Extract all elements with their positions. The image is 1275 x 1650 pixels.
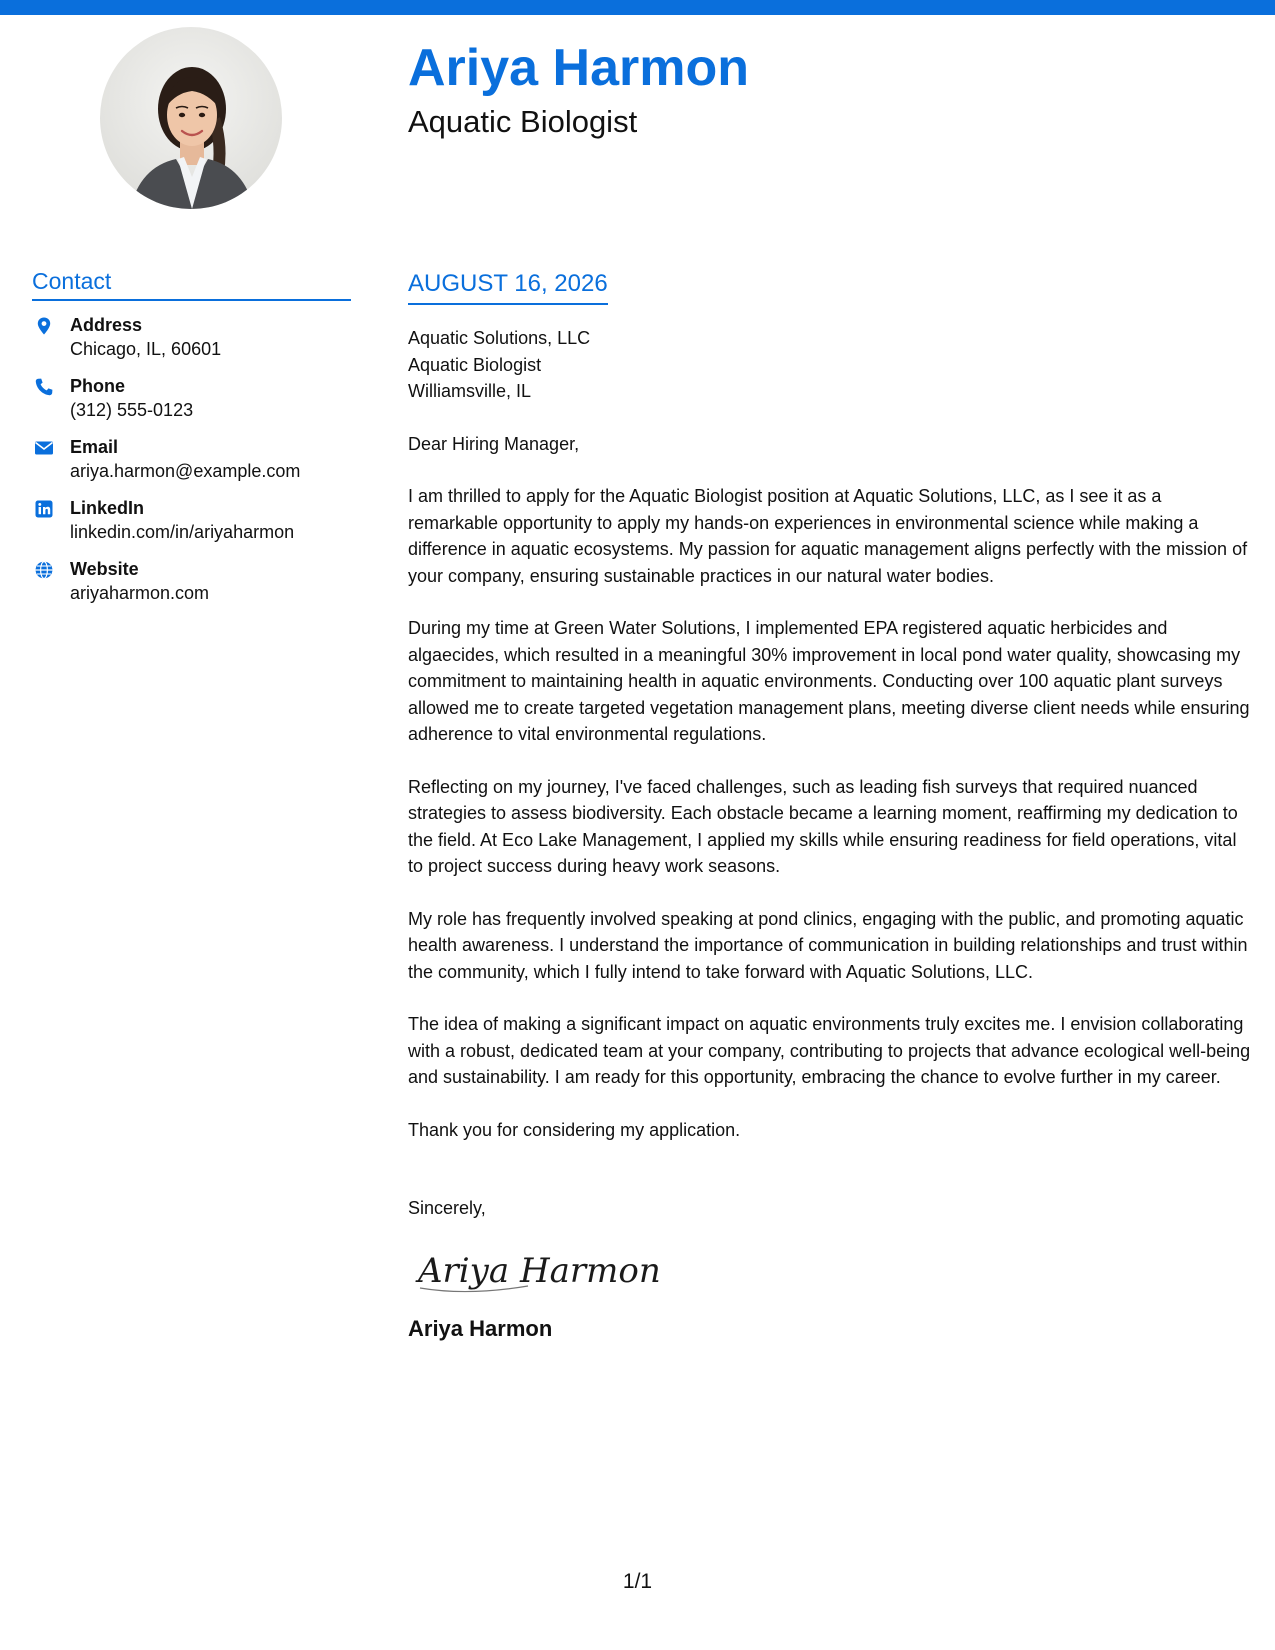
globe-icon: [34, 560, 54, 580]
email-icon: [34, 438, 54, 458]
map-pin-icon: [34, 316, 54, 336]
salutation: Dear Hiring Manager,: [408, 433, 580, 454]
profile-photo-illustration: [100, 27, 282, 209]
contact-item-address: [32, 313, 351, 361]
signer-name: Ariya Harmon: [408, 1315, 553, 1341]
letter-paragraph-4: My role has frequently involved speaking at pond clinics, engaging with the public, and promoting aquatic health awareness. I understand the importance of communication in building relationships and trust within the community, which I fully intend to take forward with Aquatic Solutions, LLC.: [408, 908, 1248, 982]
contact-heading: Contact: [32, 268, 351, 301]
top-accent-bar: [0, 0, 1275, 15]
contact-label-website: Website: [70, 559, 139, 579]
contact-label-linkedin: LinkedIn: [70, 498, 145, 518]
page-number: 1/1: [622, 1570, 653, 1593]
contact-item-website: [32, 557, 351, 605]
recipient-block: [408, 325, 1253, 405]
linkedin-icon: [34, 499, 54, 519]
recipient-company: Aquatic Solutions, LLC: [408, 328, 591, 348]
profile-photo: [100, 27, 282, 209]
signature-script-text: Ariya Harmon: [418, 1250, 661, 1291]
closing: Sincerely,: [408, 1198, 486, 1218]
contact-value-linkedin[interactable]: linkedin.com/in/ariyaharmon: [70, 522, 295, 542]
contact-label-phone: Phone: [70, 376, 126, 396]
contact-value-website[interactable]: ariyaharmon.com: [70, 583, 210, 603]
letter-paragraph-1: I am thrilled to apply for the Aquatic Biologist position at Aquatic Solutions, LLC, as I see it as a remarkable opportunity to apply my hands-on experiences in environmental science while making a difference in aquatic ecosystems. My passion for aquatic management aligns perfectly with the mission of your company, ensuring sustainable practices in our natural water bodies.: [408, 486, 1248, 586]
contact-value-email[interactable]: ariya.harmon@example.com: [70, 461, 301, 481]
contact-label-email: Email: [70, 437, 119, 457]
letter-date: AUGUST 16, 2026: [408, 270, 608, 305]
handwritten-signature: [408, 1234, 1253, 1306]
contact-value-phone: (312) 555-0123: [70, 400, 194, 420]
contact-value-address: Chicago, IL, 60601: [70, 339, 222, 359]
contact-item-phone: [32, 374, 351, 422]
letter-body: [408, 270, 1253, 1342]
letter-paragraph-2: During my time at Green Water Solutions, I implemented EPA registered aquatic herbicides and algaecides, which resulted in a meaningful 30% improvement in local pond water quality, showcasing my commitment to maintaining health in aquatic environments. Conducting over 100 aquatic plant surveys allowed me to create targeted vegetation management plans, meeting diverse client needs while ensuring adherence to vital environmental regulations.: [408, 618, 1250, 744]
letter-paragraph-6: Thank you for considering my application.: [408, 1119, 741, 1140]
letter-paragraph-5: The idea of making a significant impact on aquatic environments truly excites me. I envision collaborating with a robust, dedicated team at your company, contributing to projects that advance ecological well-being and sustainability. I am ready for this opportunity, embracing the chance to evolve further in my career.: [408, 1014, 1251, 1087]
contact-item-email: [32, 435, 351, 483]
letter-paragraph-3: Reflecting on my journey, I've faced challenges, such as leading fish surveys that required nuanced strategies to assess biodiversity. Each obstacle became a learning moment, reaffirming my dedication to the field. At Eco Lake Management, I applied my skills while ensuring readiness for field operations, vital to project success during heavy work seasons.: [408, 776, 1238, 876]
phone-icon: [34, 377, 54, 397]
contact-label-address: Address: [70, 315, 143, 335]
contact-item-linkedin: [32, 496, 351, 544]
recipient-position: Aquatic Biologist: [408, 354, 542, 375]
contact-sidebar: [32, 268, 351, 618]
applicant-job-title: Aquatic Biologist: [408, 104, 638, 139]
applicant-name: Ariya Harmon: [408, 39, 749, 97]
recipient-location: Williamsville, IL: [408, 381, 532, 401]
